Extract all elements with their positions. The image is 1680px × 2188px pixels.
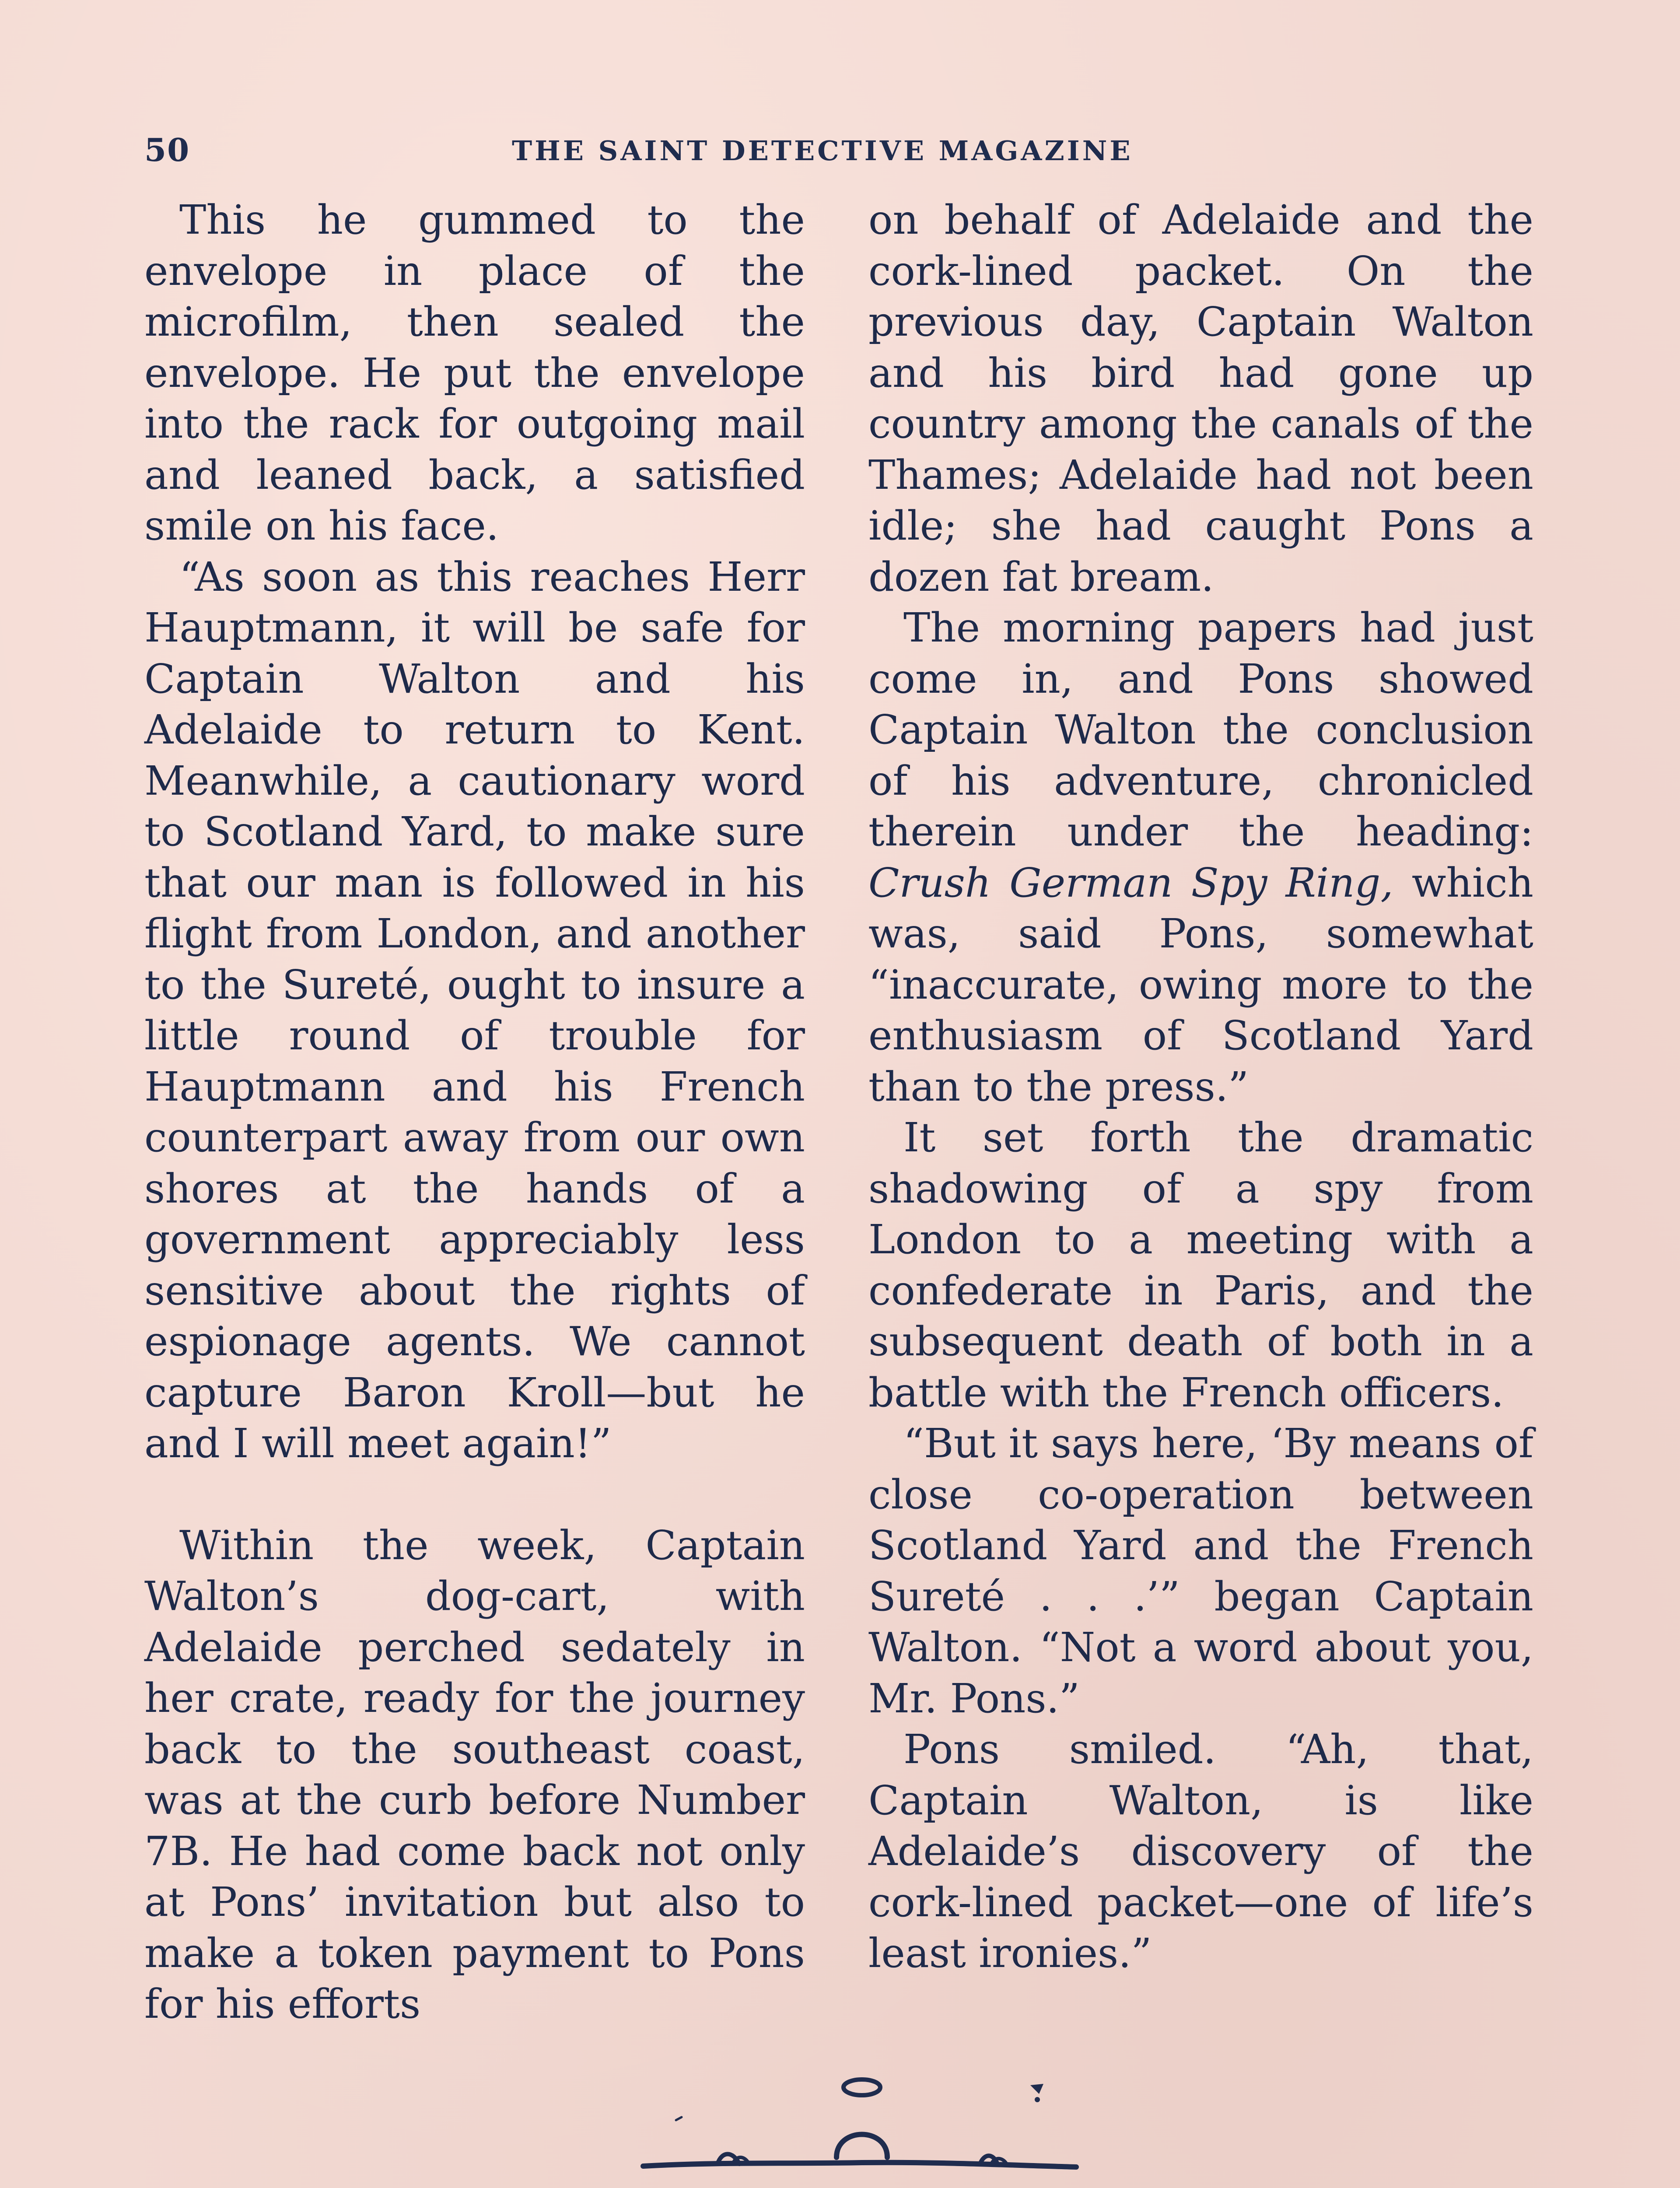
right-paragraph-2-text-a: The morning papers had just come in, and Pons showed Captain Walton the conclusion of his adventure, chronicled therein under the heading: (868, 604, 1533, 855)
page-number: 50 (144, 131, 190, 168)
right-paragraph-1: on behalf of Adelaide and the cork-lined packet. On the previous day, Captain Walton and his bird had gone up country among the canals of the Thames; Adelaide had not been idle; she had caught Pons a dozen fat bream. (868, 196, 1533, 600)
left-paragraph-3: Within the week, Captain Walton’s dog-cart, with Adelaide perched sedately in her crate, ready for the journey back to the southeast coast, was at the curb before Number 7B. He had come back not only at Pons’ invitation but also to make a token payment to Pons for his efforts (144, 1522, 805, 2027)
halo-tailpiece-icon (634, 2074, 1085, 2179)
right-paragraph-2 (868, 603, 1533, 1112)
right-paragraph-3: It set forth the dramatic shadowing of a spy from London to a meeting with a confederate in Paris, and the subsequent death of both in a battle with the French officers. (868, 1114, 1533, 1416)
left-paragraph-1: This he gummed to the envelope in place of the microfilm, then sealed the envelope. He put the envelope into the rack for outgoing mail and leaned back, a satisfied smile on his face. (144, 196, 805, 549)
left-column (144, 195, 805, 2030)
right-paragraph-5: Pons smiled. “Ah, that, Captain Walton, is like Adelaide’s discovery of the cork-lined packet—one of life’s least ironies.” (868, 1726, 1533, 1977)
running-head: THE SAINT DETECTIVE MAGAZINE (512, 135, 1133, 167)
right-column (868, 195, 1533, 1979)
left-paragraph-2: “As soon as this reaches Herr Hauptmann, it will be safe for Captain Walton and his Adelaide to return to Kent. Meanwhile, a cautionary word to Scotland Yard, to make sure that our man is followed in his flight from London, and another to the Sureté, ought to insure a little round of trouble for Hauptmann and his French counterpart away from our own shores at the hands of a government appreciably less sensitive about the rights of espionage agents. We cannot capture Baron Kroll—but he and I will meet again!” (144, 553, 805, 1467)
right-paragraph-2-text-b: which was, said Pons, somewhat “inaccurate, owing more to the enthusiasm of Scotland Yard than to the press.” (868, 859, 1533, 1110)
newspaper-headline: Crush German Spy Ring, (868, 859, 1393, 906)
right-paragraph-4: “But it says here, ‘By means of close co-operation between Scotland Yard and the French Sureté . . .’” began Captain Walton. “Not a word about you, Mr. Pons.” (868, 1420, 1533, 1722)
